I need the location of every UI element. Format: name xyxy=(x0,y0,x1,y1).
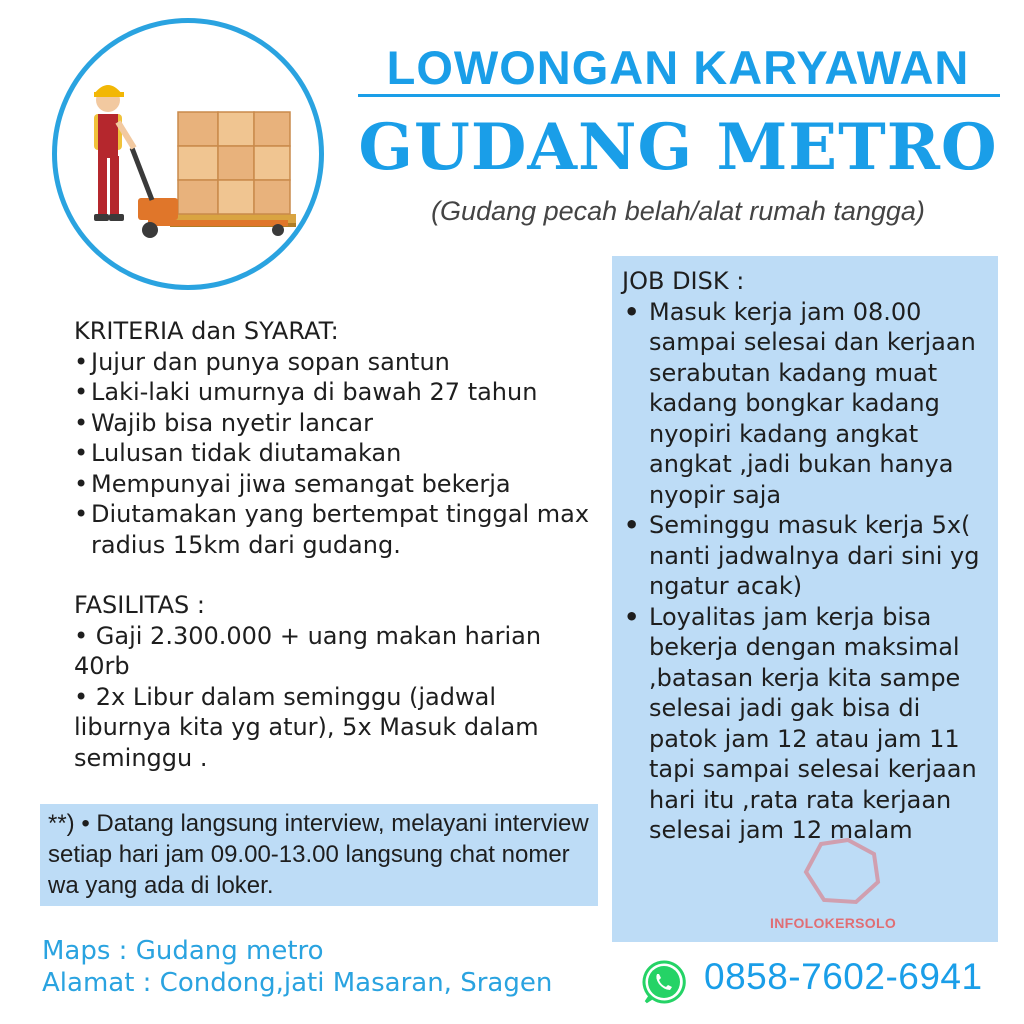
criteria-item: • Diutamakan yang bertempat tinggal max radius 15km dari gudang. xyxy=(74,499,594,560)
criteria-list xyxy=(74,347,594,561)
criteria-section xyxy=(74,316,594,560)
job-desk-item: • Seminggu masuk kerja 5x( nanti jadwalnya dari sini yg ngatur acak) xyxy=(622,510,992,602)
job-desk-section xyxy=(622,266,992,846)
job-desk-item: • Masuk kerja jam 08.00 sampai selesai dan kerjaan serabutan kadang muat kadang bongkar kadang nyopiri kadang angkat angkat ,jadi bukan hanya nyopir saja xyxy=(622,297,992,511)
job-desk-item: • Loyalitas jam kerja bisa bekerja dengan maksimal ,batasan kerja kita sampe selesai jadi gak bisa di patok jam 12 atau jam 11 tapi sampai selesai kerjaan hari itu ,rata rata kerjaan selesai jam 12 malam xyxy=(622,602,992,846)
headline-lowongan-karyawan: LOWONGAN KARYAWAN xyxy=(386,41,970,94)
interview-note: **) • Datang langsung interview, melayani interview setiap hari jam 09.00-13.00 langsung chat nomer wa yang ada di loker. xyxy=(48,810,589,899)
criteria-item: • Wajib bisa nyetir lancar xyxy=(74,408,594,439)
criteria-item: • Mempunyai jiwa semangat bekerja xyxy=(74,469,594,500)
facilities-heading: FASILITAS : xyxy=(74,591,205,619)
criteria-heading: KRITERIA dan SYARAT: xyxy=(74,317,339,345)
facilities-item: • Gaji 2.300.000 + uang makan harian 40rb xyxy=(74,621,542,680)
facilities-section xyxy=(74,590,594,773)
warehouse-worker-illustration xyxy=(52,18,324,290)
watermark: INFOLOKERSOLO xyxy=(770,915,897,931)
criteria-item: • Jujur dan punya sopan santun xyxy=(74,347,594,378)
phone-number[interactable]: 0858-7602-6941 xyxy=(704,956,983,997)
title-underline xyxy=(358,94,1000,97)
job-desk-list xyxy=(622,297,992,846)
job-desk-heading: JOB DISK : xyxy=(622,267,745,295)
address-info: Alamat : Condong,jati Masaran, Sragen xyxy=(42,968,553,998)
criteria-item: • Laki-laki umurnya di bawah 27 tahun xyxy=(74,377,594,408)
watermark-map-icon xyxy=(786,832,896,912)
headline-gudang-metro: GUDANG METRO xyxy=(358,110,998,185)
facilities-item: • 2x Libur dalam seminggu (jadwal liburnya kita yg atur), 5x Masuk dalam seminggu . xyxy=(74,682,539,772)
whatsapp-icon xyxy=(640,958,688,1006)
subtitle: (Gudang pecah belah/alat rumah tangga) xyxy=(431,196,925,226)
criteria-item: • Lulusan tidak diutamakan xyxy=(74,438,594,469)
maps-info: Maps : Gudang metro xyxy=(42,936,324,966)
